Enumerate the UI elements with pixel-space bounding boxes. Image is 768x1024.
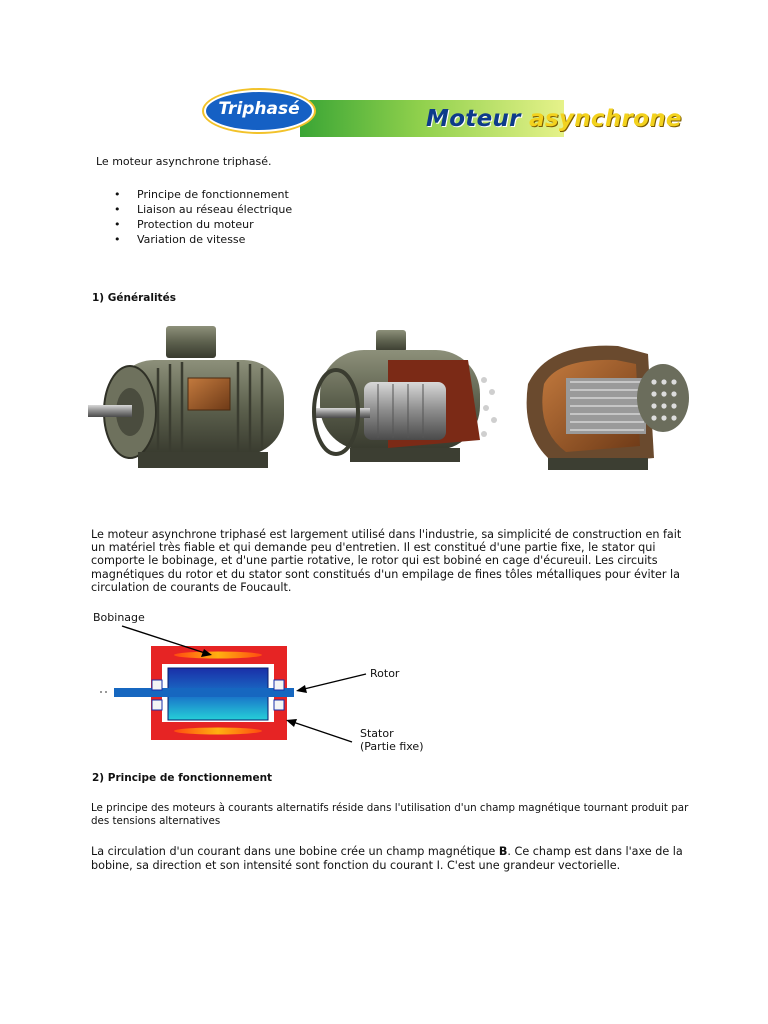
title-banner <box>204 90 682 137</box>
paragraph-generalites: Le moteur asynchrone triphasé est largement utilisé dans l'industrie, sa simplicité de construction en fait un matériel très fiable et qui demande peu d'entretien. Il est constitué d'une partie fixe, le stator qui comporte le bobinage, et d'une partie rotative, le rotor qui est bobiné en cage d'écureuil. Les circuits magnétiques du rotor et du stator sont constitués d'un empilage de fines tôles métalliques pour éviter la circulation de courants de Foucault. <box>91 528 682 594</box>
banner-title-band <box>300 100 682 137</box>
list-item: • Protection du moteur <box>112 217 292 232</box>
label-stator-sub: (Partie fixe) <box>360 740 424 753</box>
section-heading-generalites: 1) Généralités <box>92 292 176 304</box>
banner-title-part1: Moteur <box>426 106 530 132</box>
paragraph-principe: Le principe des moteurs à courants alternatifs réside dans l'utilisation d'un champ magnétique tournant produit par des tensions alternatives <box>91 802 689 827</box>
label-stator: Stator <box>360 727 394 740</box>
intro-text: Le moteur asynchrone triphasé. <box>96 155 272 168</box>
label-bobinage: Bobinage <box>93 611 145 624</box>
motor-complete-image <box>88 326 284 468</box>
list-item: • Variation de vitesse <box>112 232 292 247</box>
paragraph-champ-text-before: La circulation d'un courant dans une bobine crée un champ magnétique <box>91 845 499 858</box>
banner-pill <box>204 90 314 132</box>
banner-pill-text: Triphasé <box>218 99 300 119</box>
motor-illustrations <box>88 320 708 490</box>
paragraph-champ-text-after: . Ce champ est dans l'axe de la bobine, sa direction et son intensité sont fonction du courant I. C'est une grandeur vectorielle. <box>91 845 683 872</box>
banner-title <box>426 106 682 132</box>
motor-schematic <box>90 608 430 758</box>
list-item: • Liaison au réseau électrique <box>112 202 292 217</box>
list-item: • Principe de fonctionnement <box>112 187 292 202</box>
vector-b-symbol: B <box>498 845 508 858</box>
paragraph-champ-magnetique <box>91 845 711 873</box>
banner-title-part2: asynchrone <box>529 106 682 132</box>
motor-cutaway-image <box>314 330 497 462</box>
stator-cutaway-image <box>527 346 689 470</box>
topic-list <box>112 187 292 247</box>
label-rotor: Rotor <box>370 667 400 680</box>
section-heading-principe: 2) Principe de fonctionnement <box>92 772 273 784</box>
